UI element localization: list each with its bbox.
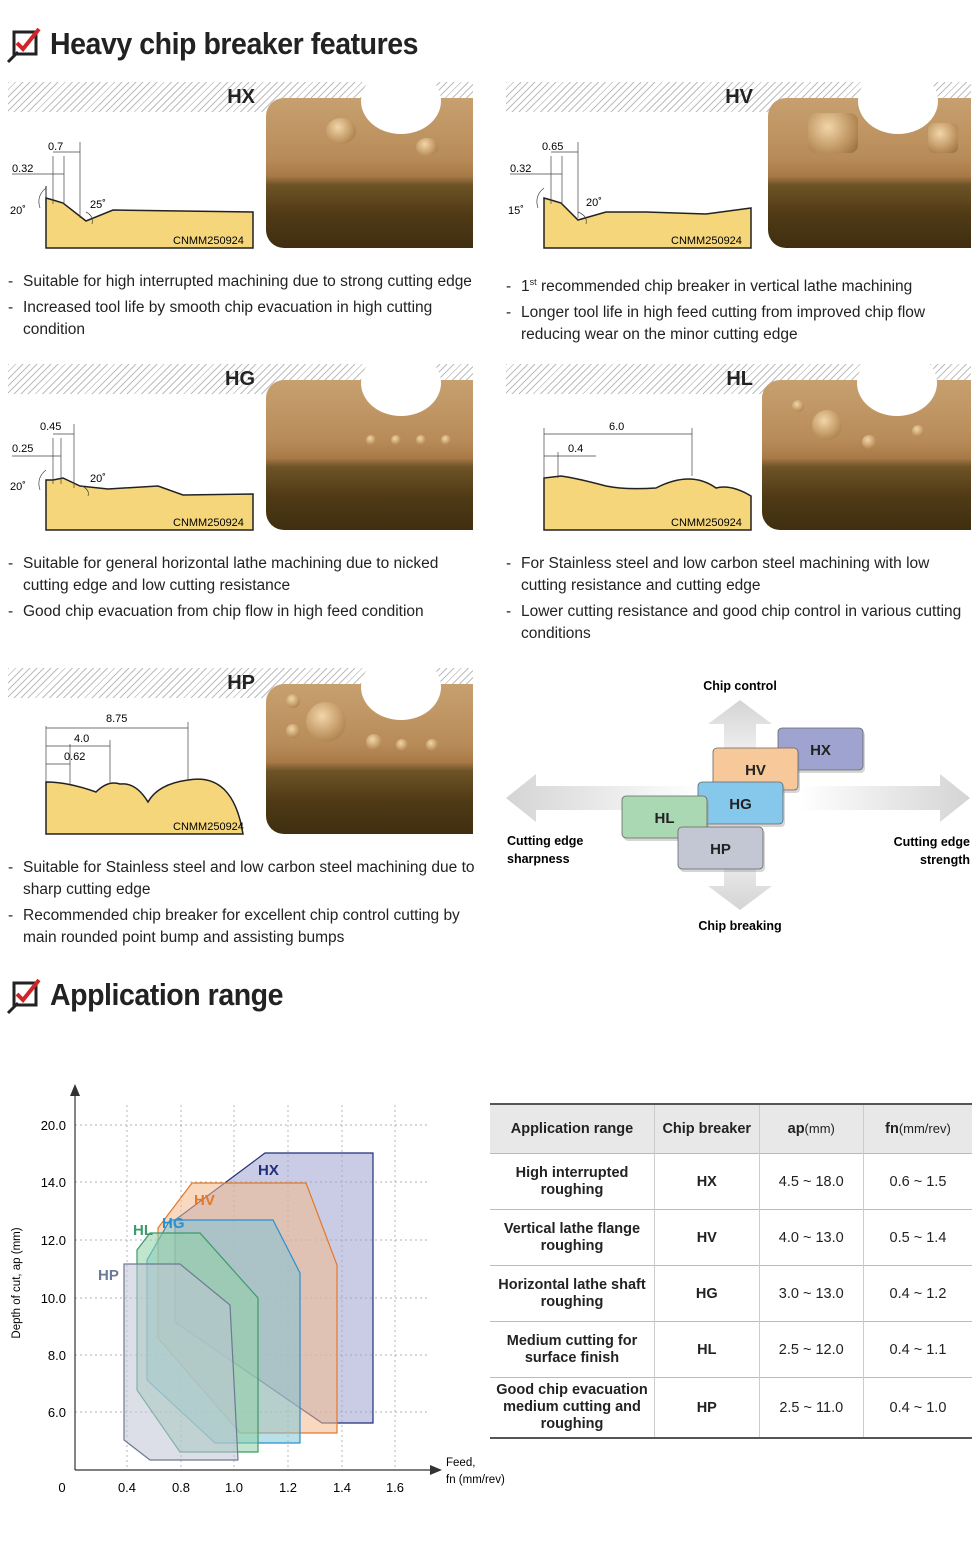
panel-hp bbox=[8, 668, 473, 843]
cell-ap: 2.5 ~ 12.0 bbox=[759, 1322, 863, 1378]
table-row bbox=[490, 1154, 972, 1210]
chip-breaker-box-hg bbox=[698, 782, 785, 827]
cell-chip-breaker: HX bbox=[654, 1154, 759, 1210]
panel-hl-bullets bbox=[506, 553, 976, 649]
series-label: HG bbox=[162, 1215, 185, 1232]
y-tick-label: 6.0 bbox=[47, 1405, 66, 1420]
cell-application-range: Good chip evacuation medium cutting and roughing bbox=[490, 1378, 654, 1439]
box-label: HX bbox=[810, 742, 831, 759]
y-axis-label: Depth of cut, ap (mm) bbox=[11, 1227, 23, 1339]
axis-label-right: strength bbox=[920, 853, 970, 867]
x-tick-label: 1.4 bbox=[332, 1480, 352, 1495]
x-tick-label: 1.6 bbox=[385, 1480, 405, 1495]
y-tick-label: 8.0 bbox=[47, 1348, 66, 1363]
dim-label: 0.62 bbox=[64, 751, 86, 763]
dim-label: 0.32 bbox=[12, 163, 34, 175]
insert-photo bbox=[266, 684, 473, 834]
dim-label: 0.4 bbox=[568, 443, 584, 455]
bullet-item: - Good chip evacuation from chip flow in high feed condition bbox=[8, 603, 424, 620]
dim-label: 20˚ bbox=[10, 205, 26, 217]
axis-label-bottom: Chip breaking bbox=[698, 919, 782, 933]
axis-label-top: Chip control bbox=[703, 679, 777, 693]
checkbox-check-icon bbox=[8, 977, 42, 1013]
y-tick-label: 12.0 bbox=[40, 1233, 66, 1248]
column-header: fn(mm/rev) bbox=[863, 1104, 972, 1154]
x-tick-label: 0.8 bbox=[171, 1480, 191, 1495]
table-header-row bbox=[490, 1104, 972, 1154]
cell-ap: 4.5 ~ 18.0 bbox=[759, 1154, 863, 1210]
panel-hv-bullets bbox=[506, 271, 976, 350]
dim-label: 0.7 bbox=[48, 141, 64, 153]
table-row bbox=[490, 1266, 972, 1322]
breaker-code: HX bbox=[227, 86, 255, 108]
dim-label: 15˚ bbox=[508, 205, 524, 217]
breaker-code: HL bbox=[726, 368, 753, 390]
insert-photo bbox=[266, 98, 473, 248]
panel-hl bbox=[506, 364, 971, 539]
cell-fn: 0.6 ~ 1.5 bbox=[863, 1154, 972, 1210]
y-tick-label: 20.0 bbox=[40, 1118, 66, 1133]
profile-drawing bbox=[8, 116, 266, 256]
table-row bbox=[490, 1210, 972, 1266]
dim-label: 4.0 bbox=[74, 733, 90, 745]
series-label: HV bbox=[194, 1192, 215, 1209]
axis-label-left: sharpness bbox=[507, 852, 570, 866]
dim-label: 20˚ bbox=[90, 473, 106, 485]
y-tick-label: 10.0 bbox=[40, 1291, 66, 1306]
x-tick-label: 1.0 bbox=[224, 1480, 244, 1495]
application-table bbox=[490, 1103, 972, 1439]
bullet-item: - For Stainless steel and low carbon steel machining with low cutting resistance and cutting edge bbox=[506, 555, 930, 594]
y-tick-label: 14.0 bbox=[40, 1175, 66, 1190]
positioning-diagram bbox=[500, 672, 975, 942]
panel-hv bbox=[506, 82, 971, 257]
box-label: HV bbox=[745, 762, 766, 779]
bullet-item: - Lower cutting resistance and good chip control in various cutting conditions bbox=[506, 603, 962, 642]
checkbox-check-icon bbox=[8, 26, 42, 62]
box-label: HP bbox=[710, 841, 731, 858]
table-row bbox=[490, 1322, 972, 1378]
chip-breaker-box-hp bbox=[678, 827, 765, 872]
bullet-item: - Longer tool life in high feed cutting from improved chip flow reducing wear on the minor cutting edge bbox=[506, 304, 926, 344]
cell-chip-breaker: HV bbox=[654, 1210, 759, 1266]
cell-application-range: Medium cutting for surface finish bbox=[490, 1322, 654, 1378]
profile-drawing bbox=[8, 702, 266, 842]
cell-fn: 0.5 ~ 1.4 bbox=[863, 1210, 972, 1266]
panel-hx bbox=[8, 82, 473, 257]
column-header: Chip breaker bbox=[654, 1104, 759, 1154]
bullet-item: - Suitable for high interrupted machining due to strong cutting edge bbox=[8, 273, 472, 290]
x-tick-label: 0.4 bbox=[117, 1480, 137, 1495]
series-label: HP bbox=[98, 1267, 119, 1284]
box-label: HL bbox=[654, 810, 675, 827]
cell-fn: 0.4 ~ 1.2 bbox=[863, 1266, 972, 1322]
cell-chip-breaker: HL bbox=[654, 1322, 759, 1378]
insert-photo bbox=[266, 380, 473, 530]
cell-ap: 2.5 ~ 11.0 bbox=[759, 1378, 863, 1439]
bullet-item: - Increased tool life by smooth chip evacuation in high cutting condition bbox=[8, 299, 433, 338]
application-range-chart bbox=[0, 1080, 505, 1510]
cell-fn: 0.4 ~ 1.1 bbox=[863, 1322, 972, 1378]
breaker-code: HP bbox=[227, 672, 255, 694]
box-label: HG bbox=[729, 796, 752, 813]
x-tick-label: 1.2 bbox=[278, 1480, 298, 1495]
dim-label: 0.45 bbox=[40, 421, 62, 433]
cell-chip-breaker: HG bbox=[654, 1266, 759, 1322]
column-header: Application range bbox=[490, 1104, 654, 1154]
axis-label-right: Cutting edge bbox=[893, 835, 970, 849]
cell-application-range: High interrupted roughing bbox=[490, 1154, 654, 1210]
cell-chip-breaker: HP bbox=[654, 1378, 759, 1439]
application-section-title: Application range bbox=[8, 977, 303, 1013]
dim-label: 0.65 bbox=[542, 141, 564, 153]
insert-photo bbox=[762, 380, 971, 530]
insert-label: CNMM250924 bbox=[671, 517, 742, 529]
cell-application-range: Vertical lathe flange roughing bbox=[490, 1210, 654, 1266]
bullet-item: - 1st recommended chip breaker in vertical lathe machining bbox=[506, 277, 913, 296]
panel-hx-bullets bbox=[8, 271, 478, 345]
dim-label: 20˚ bbox=[586, 197, 602, 209]
cell-ap: 4.0 ~ 13.0 bbox=[759, 1210, 863, 1266]
breaker-code: HV bbox=[725, 86, 753, 108]
panel-hp-bullets bbox=[8, 857, 478, 953]
panel-hg-bullets bbox=[8, 553, 478, 627]
dim-label: 20˚ bbox=[10, 481, 26, 493]
insert-label: CNMM250924 bbox=[173, 235, 244, 247]
dim-label: 6.0 bbox=[609, 421, 625, 433]
bullet-item: - Suitable for general horizontal lathe machining due to nicked cutting edge and low cutting resistance bbox=[8, 555, 439, 594]
x-axis-label: Feed, fn (mm/rev) bbox=[446, 1457, 505, 1486]
cell-application-range: Horizontal lathe shaft roughing bbox=[490, 1266, 654, 1322]
bullet-item: - Suitable for Stainless steel and low carbon steel machining due to sharp cutting edge bbox=[8, 859, 475, 898]
insert-label: CNMM250924 bbox=[173, 517, 244, 529]
x-tick-label: 0 bbox=[58, 1480, 66, 1495]
breaker-code: HG bbox=[225, 368, 255, 390]
table-row bbox=[490, 1378, 972, 1439]
profile-drawing bbox=[506, 398, 764, 538]
features-section-title: Heavy chip breaker features bbox=[8, 26, 450, 62]
insert-label: CNMM250924 bbox=[173, 821, 244, 833]
dim-label: 0.25 bbox=[12, 443, 34, 455]
dim-label: 0.32 bbox=[510, 163, 532, 175]
dim-label: 25˚ bbox=[90, 199, 106, 211]
series-label: HL bbox=[133, 1222, 153, 1239]
insert-label: CNMM250924 bbox=[671, 235, 742, 247]
profile-drawing bbox=[506, 116, 764, 256]
bullet-item: - Recommended chip breaker for excellent chip control cutting by main rounded point bump and assisting bumps bbox=[8, 907, 460, 946]
cell-ap: 3.0 ~ 13.0 bbox=[759, 1266, 863, 1322]
profile-drawing bbox=[8, 398, 266, 538]
cell-fn: 0.4 ~ 1.0 bbox=[863, 1378, 972, 1439]
series-label: HX bbox=[258, 1162, 279, 1179]
axis-label-left: Cutting edge bbox=[507, 834, 584, 848]
arrow-right-icon bbox=[800, 774, 970, 822]
insert-photo bbox=[768, 98, 971, 248]
dim-label: 8.75 bbox=[106, 713, 128, 725]
panel-hg bbox=[8, 364, 473, 539]
column-header: ap(mm) bbox=[759, 1104, 863, 1154]
